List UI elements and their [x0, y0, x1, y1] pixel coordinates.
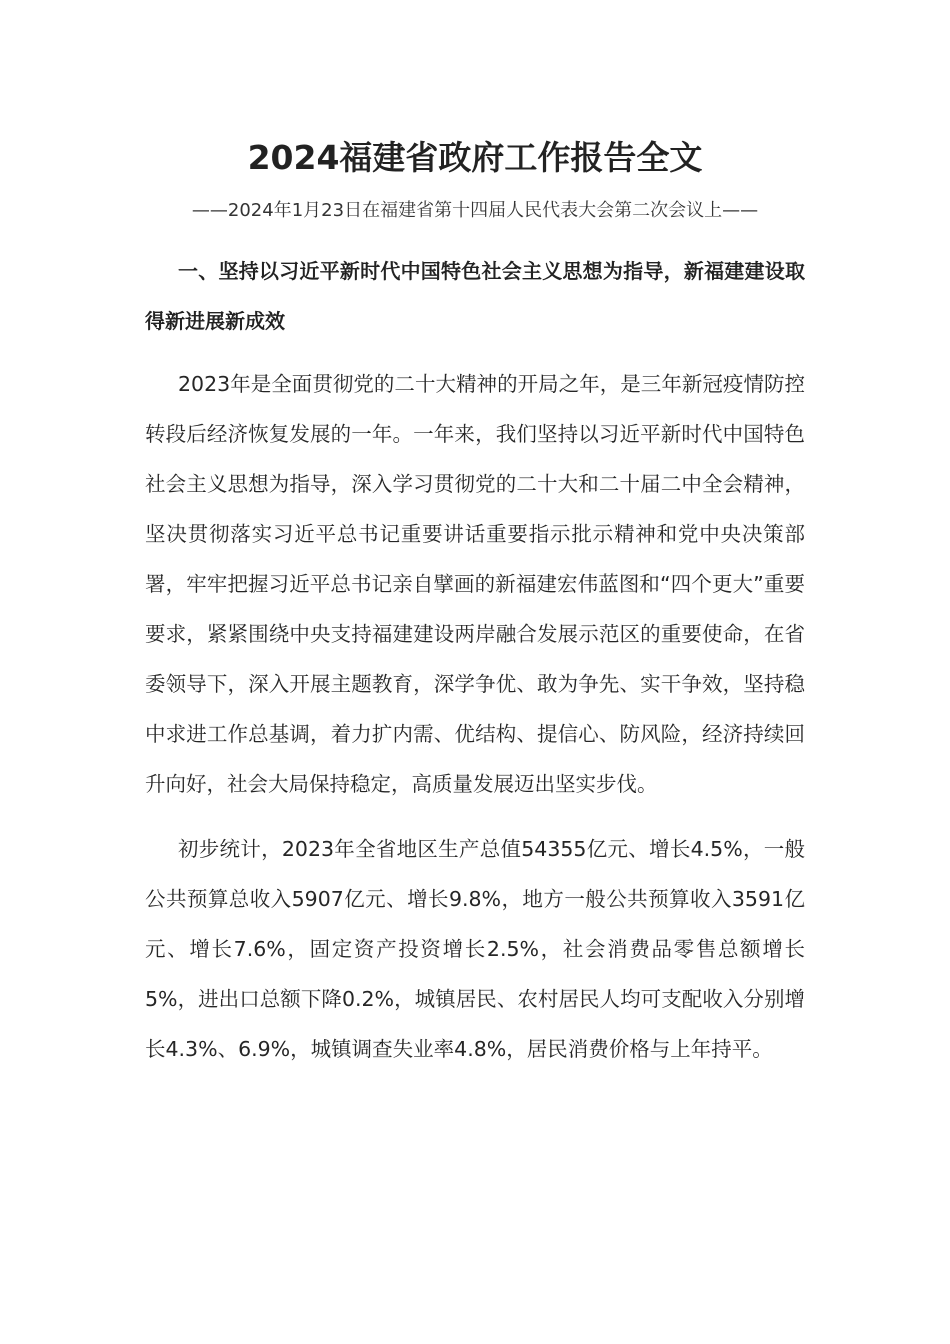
document-page: [145, 130, 805, 1074]
document-subtitle: ——2024年1月23日在福建省第十四届人民代表大会第二次会议上——: [191, 200, 759, 221]
document-title: 2024福建省政府工作报告全文: [247, 138, 703, 177]
section-heading: 一、坚持以习近平新时代中国特色社会主义思想为指导，新福建建设取得新进展新成效: [145, 259, 805, 333]
body-paragraph-statistics: 初步统计，2023年全省地区生产总值54355亿元、增长4.5%，一般公共预算总收入5907亿元、增长9.8%，地方一般公共预算收入3591亿元、增长7.6%，固定资产投资增长2.5%，社会消费品零售总额增长5%，进出口总额下降0.2%，城镇居民、农村居民人均可支配收入分别增长4.3%、6.9%，城镇调查失业率4.8%，居民消费价格与上年持平。: [145, 837, 805, 1061]
body-paragraph-overview: 2023年是全面贯彻党的二十大精神的开局之年，是三年新冠疫情防控转段后经济恢复发展的一年。一年来，我们坚持以习近平新时代中国特色社会主义思想为指导，深入学习贯彻党的二十大和二十届二中全会精神，坚决贯彻落实习近平总书记重要讲话重要指示批示精神和党中央决策部署，牢牢把握习近平总书记亲自擘画的新福建宏伟蓝图和“四个更大”重要要求，紧紧围绕中央支持福建建设两岸融合发展示范区的重要使命，在省委领导下，深入开展主题教育，深学争优、敢为争先、实干争效，坚持稳中求进工作总基调，着力扩内需、优结构、提信心、防风险，经济持续回升向好，社会大局保持稳定，高质量发展迈出坚实步伐。: [145, 372, 805, 796]
